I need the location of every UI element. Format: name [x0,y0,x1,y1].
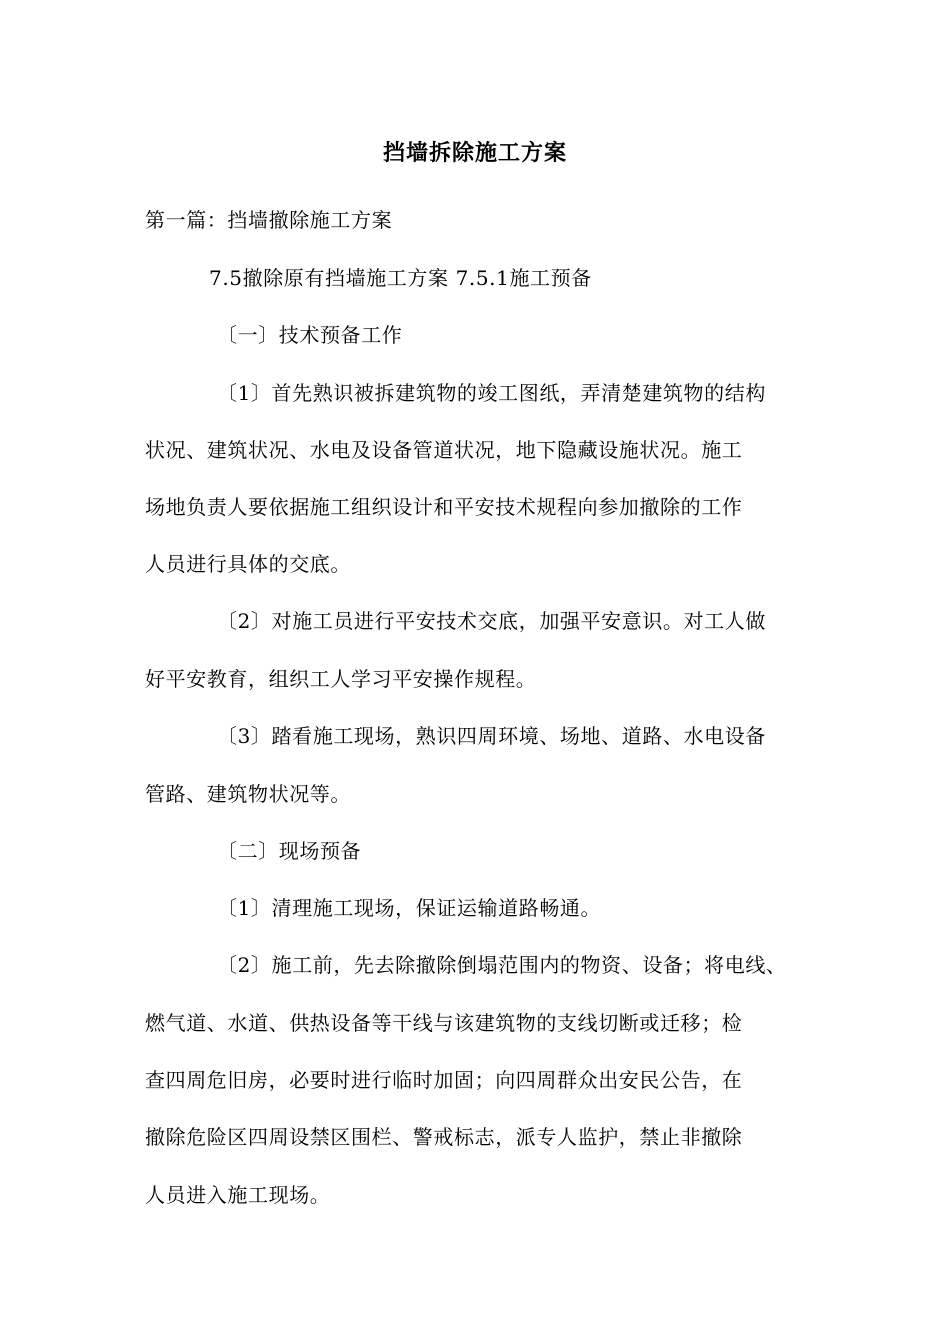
paragraph-line: 人员进行具体的交底。 [145,552,351,576]
paragraph-line: 状况、建筑状况、水电及设备管道状况，地下隐藏设施状况。施工 [145,438,743,462]
paragraph-line: 〔2〕施工前，先去除撤除倒塌范围内的物资、设备；将电线、 [217,953,787,977]
paragraph-line: 〔1〕首先熟识被拆建筑物的竣工图纸，弄清楚建筑物的结构 [217,381,766,405]
paragraph-line: 管路、建筑物状况等。 [145,782,351,806]
paragraph-line: 〔2〕对施工员进行平安技术交底，加强平安意识。对工人做 [217,609,766,633]
paragraph-line: 燃气道、水道、供热设备等干线与该建筑物的支线切断或迁移；检 [145,1011,743,1035]
paragraph-heading: 〔一〕技术预备工作 [217,323,403,347]
paragraph-heading: 〔二〕现场预备 [217,839,362,863]
paragraph-line: 查四周危旧房，必要时进行临时加固；向四周群众出安民公告，在 [145,1068,743,1092]
document-title: 挡墙拆除施工方案 [382,140,567,166]
paragraph-line: 〔3〕踏看施工现场，熟识四周环境、场地、道路、水电设备 [217,724,766,748]
paragraph-line: 撤除危险区四周设禁区围栏、警戒标志，派专人监护，禁止非撤除 [145,1125,743,1149]
subsection-heading: 7.5撤除原有挡墙施工方案 7.5.1施工预备 [209,266,592,290]
paragraph-line: 〔1〕清理施工现场，保证运输道路畅通。 [217,896,602,920]
paragraph-line: 人员进入施工现场。 [145,1183,331,1207]
paragraph-line: 好平安教育，组织工人学习平安操作规程。 [145,667,537,691]
paragraph-line: 场地负责人要依据施工组织设计和平安技术规程向参加撤除的工作 [145,495,743,519]
section-heading: 第一篇：挡墙撤除施工方案 [145,208,393,232]
